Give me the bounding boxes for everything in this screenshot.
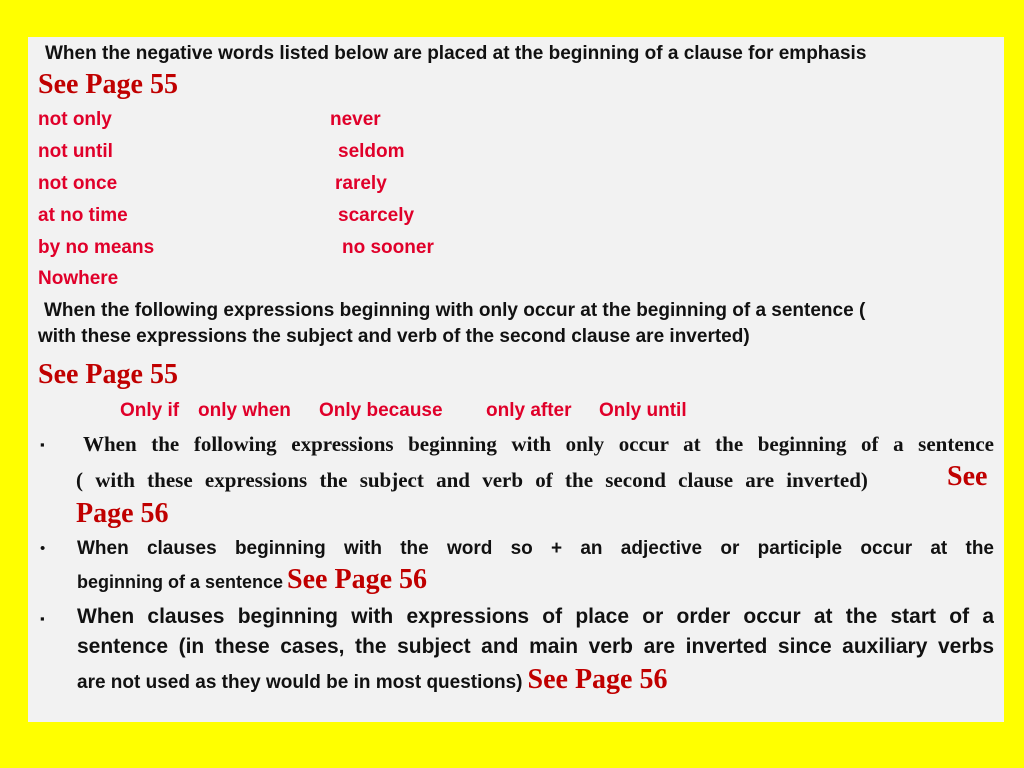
bullet3-line2: sentence (in these cases, the subject and main verb are inverted since auxiliary verbs <box>77 635 994 658</box>
neg-right-5: no sooner <box>342 237 434 258</box>
bullet3-line3-row <box>77 664 667 696</box>
bullet2-line2-row <box>77 564 427 596</box>
neg-left-2: not until <box>38 141 113 162</box>
intro-heading: When the negative words listed below are placed at the beginning of a clause for emphasis <box>45 43 867 64</box>
neg-left-1: not only <box>38 109 112 130</box>
neg-left-5: by no means <box>38 237 155 258</box>
only-expr-2: only when <box>198 400 291 421</box>
slide-content-panel <box>28 37 1004 722</box>
see-page-55-a: See Page 55 <box>38 69 178 100</box>
neg-right-4: scarcely <box>338 205 415 226</box>
round-bullet-icon: • <box>40 540 46 557</box>
neg-left-3: not once <box>38 173 118 194</box>
bullet1-line1: When the following expressions beginning with only occur at the beginning of a sentence <box>83 432 994 456</box>
neg-right-1: never <box>330 109 381 130</box>
bullet3-line1: When clauses beginning with expressions of place or order occur at the start of a <box>77 605 994 628</box>
bullet1-line2: ( with these expressions the subject and verb of the second clause are inverted) <box>76 468 868 492</box>
square-bullet-icon: ▪ <box>40 437 45 452</box>
only-heading-line2: with these expressions the subject and verb of the second clause are inverted) <box>38 326 750 347</box>
neg-right-2: seldom <box>338 141 405 162</box>
only-expr-3: Only because <box>319 400 443 421</box>
bullet1-page-56: Page 56 <box>76 498 169 529</box>
bullet3-line3: are not used as they would be in most questions) <box>77 672 523 693</box>
square-bullet-icon: ▪ <box>40 611 45 626</box>
only-expr-1: Only if <box>120 400 180 421</box>
bullet3-see: See Page 56 <box>527 664 668 695</box>
only-expr-5: Only until <box>599 400 687 421</box>
see-page-55-b: See Page 55 <box>38 359 178 390</box>
neg-left-6: Nowhere <box>38 268 119 289</box>
only-heading-line1: When the following expressions beginning with only occur at the beginning of a sentence ( <box>44 300 866 321</box>
bullet2-see: See Page 56 <box>287 564 427 595</box>
neg-right-3: rarely <box>335 173 387 194</box>
bullet2-line1: When clauses beginning with the word so + an adjective or participle occur at the <box>77 538 994 559</box>
bullet2-line2: beginning of a sentence <box>77 572 284 592</box>
bullet1-see: See <box>947 461 988 492</box>
only-expr-4: only after <box>486 400 572 421</box>
neg-left-4: at no time <box>38 205 128 226</box>
